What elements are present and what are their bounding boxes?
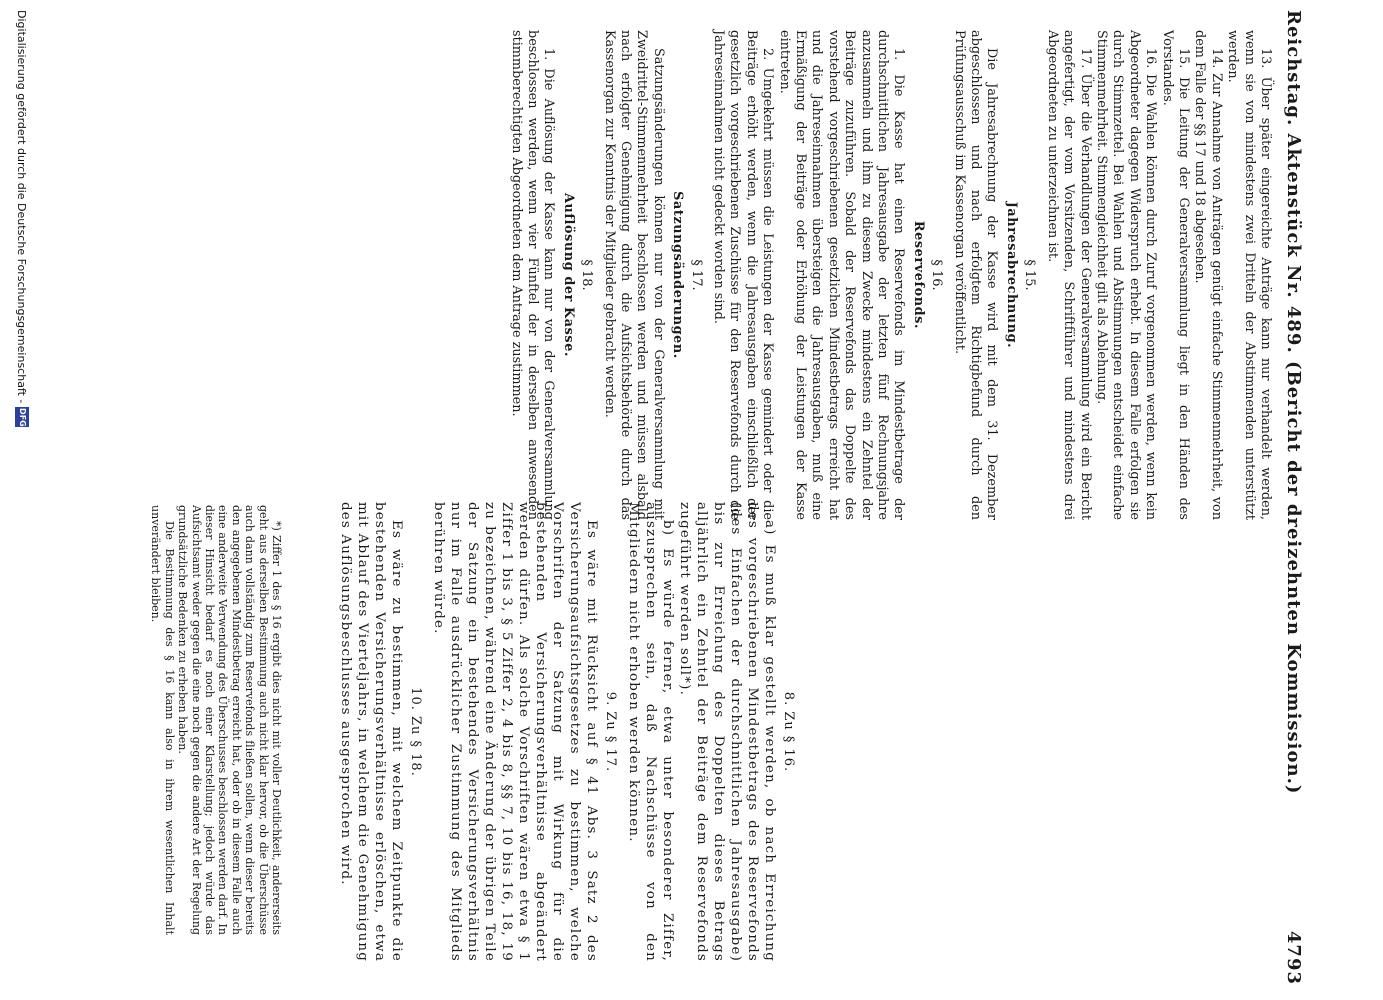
section-17-number: § 17. xyxy=(688,259,704,291)
section-17-text: Satzungsänderungen können nur von der Generalversammlung mit Zweidrittel-Stimmenmehrheit beschlossen werden und müssen alsbald nach erfolgter Genehmigung durch die Aufsichtsbehörde durch das Kassenorgan zur Kenntnis der Mitglieder gebracht werden. xyxy=(601,30,666,520)
right-column-blank-space xyxy=(803,502,1273,962)
item-10-heading: 10. Zu § 18. xyxy=(408,687,423,777)
item-9-heading: 9. Zu § 17. xyxy=(603,691,618,773)
section-16-number: § 16. xyxy=(929,259,945,291)
digitization-credit xyxy=(15,10,29,1000)
header-title: Reichstag. Aktenstück Nr. 489. (Bericht der dreizehnten Kommission.) xyxy=(1283,10,1305,795)
item-8-a: a) Es muß klar gestellt werden, ob nach Erreichung des vorgeschriebenen Mindestbetrags des Reservefonds (des Einfachen der durchschnittlichen Jahresausgabe) bis zur Erreichung des Doppelten dieses Betrags alljährlich ein Zehntel der Beiträge dem Reservefonds zugeführt werden soll*). xyxy=(677,502,777,962)
credit-text: Digitalisierung gefördert durch die Deutsche Forschungsgemeinschaft - xyxy=(15,10,29,404)
right-column xyxy=(337,502,1273,962)
section-15-number: § 15. xyxy=(1022,259,1038,291)
item-8-heading: 8. Zu § 16. xyxy=(781,691,796,773)
section-15-title: Jahresabrechnung. xyxy=(1003,201,1019,349)
intro-paragraph: 17. Über die Verhandlungen der Generalversammlung wird ein Bericht angefertigt, der vom Vorsitzenden, Schriftführer und mindestens drei Abgeordneten zu unterzeichnen ist. xyxy=(1044,30,1093,520)
section-16-title: Reservefonds. xyxy=(910,220,926,330)
footnote-paragraph: Die Bestimmung des § 16 kann also in ihrem wesentlichen Inhalt unverändert bleiben. xyxy=(149,505,176,935)
intro-paragraph: 14. Zur Annahme von Anträgen genügt einfache Stimmenmehrheit, von dem Falle der §§ 17 und 18 abgesehen. xyxy=(1192,30,1224,520)
page-number: 4793 xyxy=(1283,930,1305,985)
section-16-paragraph-1: 1. Die Kasse hat einen Reservefonds im Mindestbetrage der durchschnittlichen Jahresausgabe der letzten fünf Rechnungsjahre anzusammeln und ihm zu diesem Zwecke mindestens ein Zehntel der Beiträge zuzuführen. Sobald der Reservefonds das Doppelte des vorstehend vorgeschriebenen gesetzlichen Mindestbetrags erreicht hat und die Jahreseinnahmen übersteigen die Jahresausgaben, muß eine Ermäßigung der Beiträge oder Erhöhung der Leistungen der Kasse eintreten. xyxy=(776,30,907,520)
intro-paragraph: 13. Über später eingereichte Anträge kann nur verhandelt werden, wenn sie von mindestens zwei Dritteln der Abstimmenden unterstützt werden. xyxy=(1225,30,1273,520)
item-8-b: b) Es würde ferner, etwa unter besonderer Ziffer, auszusprechen sein, daß Nachschüsse von den Mitgliedern nicht erhoben werden können. xyxy=(626,502,675,962)
dfg-logo-icon: DFG xyxy=(15,407,29,427)
page-header xyxy=(1277,10,1311,985)
section-17-title: Satzungsänderungen. xyxy=(670,191,686,359)
footnote xyxy=(149,505,283,935)
section-15-text: Die Jahresabrechnung der Kasse wird mit dem 31. Dezember abgeschlossen und nach erfolgtem Richtigbefund durch den Prüfungsausschuß im Kassenorgan veröffentlicht. xyxy=(951,30,1000,520)
section-18-text: 1. Die Auflösung der Kasse kann nur von der Generalversammlung beschlossen werden, wenn vier Fünftel der in derselben anwesenden stimmberechtigten Abgeordneten dem Antrage zustimmen. xyxy=(508,30,557,520)
intro-paragraph: 16. Die Wahlen können durch Zuruf vorgenommen werden, wenn kein Abgeordneter dagegen Widerspruch erhebt. In diesem Falle erfolgen sie durch Stimmzettel. Bei Wahlen und Abstimmungen entscheidet einfache Stimmenmehrheit. Stimmengleichheit gilt als Ablehnung. xyxy=(1093,30,1159,520)
section-18-number: § 18. xyxy=(579,259,595,291)
section-18-title: Auflösung der Kasse. xyxy=(560,192,576,358)
intro-paragraph: 15. Die Leitung der Generalversammlung liegt in den Händen des Vorstandes. xyxy=(1159,30,1191,520)
item-10-text: Es wäre zu bestimmen, mit welchem Zeitpunkte die bestehenden Versicherungsverhältnisse erlöschen, etwa mit Ablauf des Vierteljahrs, in welchem die Genehmigung des Auflösungsbeschlusses ausgesprochen wird. xyxy=(338,502,404,962)
item-9-text: Es wäre mit Rücksicht auf § 41 Abs. 3 Satz 2 des Versicherungsaufsichtsgesetzes zu bestimmen, welche Vorschriften der Satzung mit Wirkung für die bestehenden Versicherungsverhältnisse abgeändert werden dürfen. Als solche Vorschriften wären etwa § 1 Ziffer 1 bis 3, § 5 Ziffer 2, 4 bis 8, §§ 7, 10 bis 16, 18, 19 zu bezeichnen, während eine Änderung der übrigen Teile der Satzung ein bestehendes Versicherungsverhältnis nur im Falle ausdrücklicher Zustimmung des Mitglieds berühren würde. xyxy=(431,502,599,962)
footnote-paragraph: *) Ziffer 1 des § 16 ergibt dies nicht mit voller Deutlichkeit, andererseits geht aus derselben Bestimmung auch nicht klar hervor, ob die Überschüsse auch dann vollständig zum Reservefonds fließen sollen, wenn dieser bereits den angegebenen Mindestbetrag erreicht hat, oder ob in diesem Falle auch eine anderweite Verwendung des Überschusses beschlossen werden darf. In dieser Hinsicht bedarf es noch einer Klarstellung; jedoch würde das Aufsichtsamt weder gegen die eine noch gegen die andere Art der Regelung grundsätzliche Bedenken zu erheben haben. xyxy=(176,505,283,935)
left-column xyxy=(507,30,1273,520)
section-16-paragraph-2: 2. Umgekehrt müssen die Leistungen der Kasse gemindert oder die Beiträge erhöht werden, wenn die Jahresausgaben einschließlich der gesetzlich vorgeschriebenen Zuschüsse für den Reservefonds durch die Jahreseinnahmen nicht gedeckt worden sind. xyxy=(711,30,776,520)
